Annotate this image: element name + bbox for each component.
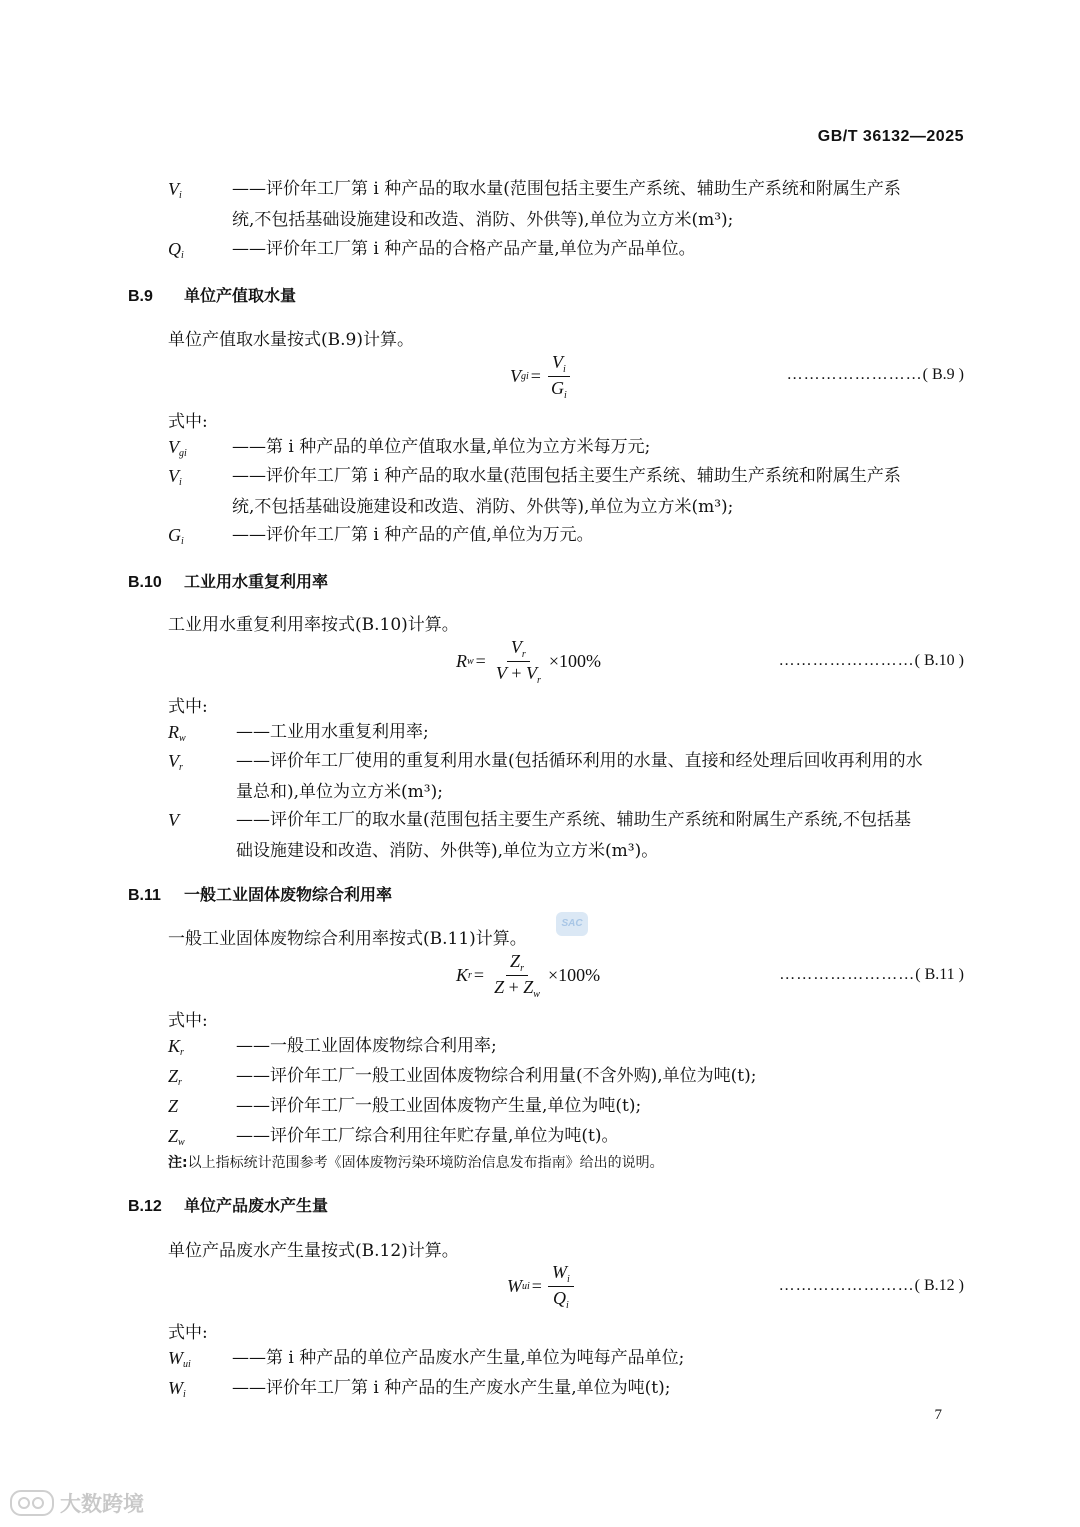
section-b9-heading: B.9 单位产值取水量 bbox=[128, 286, 297, 305]
section-b11-heading: B.11 一般工业固体废物综合利用率 bbox=[128, 885, 393, 904]
logo-mark-icon bbox=[10, 1490, 54, 1516]
formula-b11: K r = $\frac{Z_r}{Z + Z_w}$ ×100% bbox=[456, 951, 601, 1000]
where-label-b11: 式中: bbox=[168, 1011, 208, 1031]
section-b12-intro: 单位产品废水产生量按式(B.12)计算。 bbox=[168, 1241, 459, 1261]
formula-b12: W ui = $\frac{W_i}{Q_i}$ bbox=[507, 1262, 578, 1311]
section-b10-intro: 工业用水重复利用率按式(B.10)计算。 bbox=[168, 615, 459, 635]
def-gi: $G_i$ ——评价年工厂第 i 种产品的产值,单位为万元。 bbox=[168, 525, 594, 547]
def-vr: $V_r$ ——评价年工厂使用的重复利用水量(包括循环利用的水量、直接和经处理后回收再利用的水 量总和),单位为立方米(m³); bbox=[168, 751, 923, 802]
def-z: Z ——评价年工厂一般工业固体废物产生量,单位为吨(t); bbox=[168, 1096, 642, 1116]
note-b11: 注:以上指标统计范围参考《固体废物污染环境防治信息发布指南》给出的说明。 bbox=[168, 1155, 664, 1171]
equation-number-b11: ……………………( B.11 ) bbox=[779, 966, 964, 983]
def-vi-top: $V_i$ ——评价年工厂第 i 种产品的取水量(范围包括主要生产系统、辅助生产系统和附属生产系 统,不包括基础设施建设和改造、消防、外供等),单位为立方米(m³); bbox=[168, 179, 901, 230]
def-zw: $Z_w$ ——评价年工厂综合利用往年贮存量,单位为吨(t)。 bbox=[168, 1126, 619, 1148]
def-vgi: $V_{gi}$ ——第 i 种产品的单位产值取水量,单位为立方米每万元; bbox=[168, 437, 651, 459]
standard-number: GB/T 36132—2025 bbox=[817, 128, 964, 145]
equation-number-b10: ……………………( B.10 ) bbox=[778, 652, 964, 669]
formula-b9: V gi = $\frac{V_i}{G_i}$ bbox=[510, 352, 575, 401]
sac-watermark: SAC bbox=[556, 912, 588, 936]
def-kr: $K_r$ ——一般工业固体废物综合利用率; bbox=[168, 1036, 497, 1058]
formula-b10: R w = $\frac{V_r}{V + V_r}$ ×100% bbox=[456, 637, 602, 686]
where-label-b10: 式中: bbox=[168, 697, 208, 717]
def-vi-b9: $V_i$ ——评价年工厂第 i 种产品的取水量(范围包括主要生产系统、辅助生产系统和附属生产系 统,不包括基础设施建设和改造、消防、外供等),单位为立方米(m³); bbox=[168, 466, 901, 517]
logo-text: 大数跨境 bbox=[60, 1492, 144, 1516]
def-wi: $W_i$ ——评价年工厂第 i 种产品的生产废水产生量,单位为吨(t); bbox=[168, 1378, 671, 1400]
equation-number-b12: ……………………( B.12 ) bbox=[778, 1277, 964, 1294]
def-v: V ——评价年工厂的取水量(范围包括主要生产系统、辅助生产系统和附属生产系统,不包括基 础设施建设和改造、消防、外供等),单位为立方米(m³)。 bbox=[168, 810, 912, 861]
footer-logo bbox=[10, 1488, 144, 1518]
def-qi-top: $Q_i$ ——评价年工厂第 i 种产品的合格产品产量,单位为产品单位。 bbox=[168, 239, 696, 261]
def-zr: $Z_r$ ——评价年工厂一般工业固体废物综合利用量(不含外购),单位为吨(t); bbox=[168, 1066, 757, 1088]
page-number: 7 bbox=[934, 1407, 942, 1423]
equation-number-b9: ……………………( B.9 ) bbox=[786, 366, 964, 383]
def-rw: $R_w$ ——工业用水重复利用率; bbox=[168, 722, 429, 744]
where-label-b12: 式中: bbox=[168, 1323, 208, 1343]
def-wui: $W_{ui}$ ——第 i 种产品的单位产品废水产生量,单位为吨每产品单位; bbox=[168, 1348, 685, 1370]
section-b12-heading: B.12 单位产品废水产生量 bbox=[128, 1196, 329, 1215]
section-b9-intro: 单位产值取水量按式(B.9)计算。 bbox=[168, 330, 414, 350]
where-label-b9: 式中: bbox=[168, 412, 208, 432]
section-b11-intro: 一般工业固体废物综合利用率按式(B.11)计算。 bbox=[168, 929, 527, 949]
section-b10-heading: B.10 工业用水重复利用率 bbox=[128, 572, 329, 591]
